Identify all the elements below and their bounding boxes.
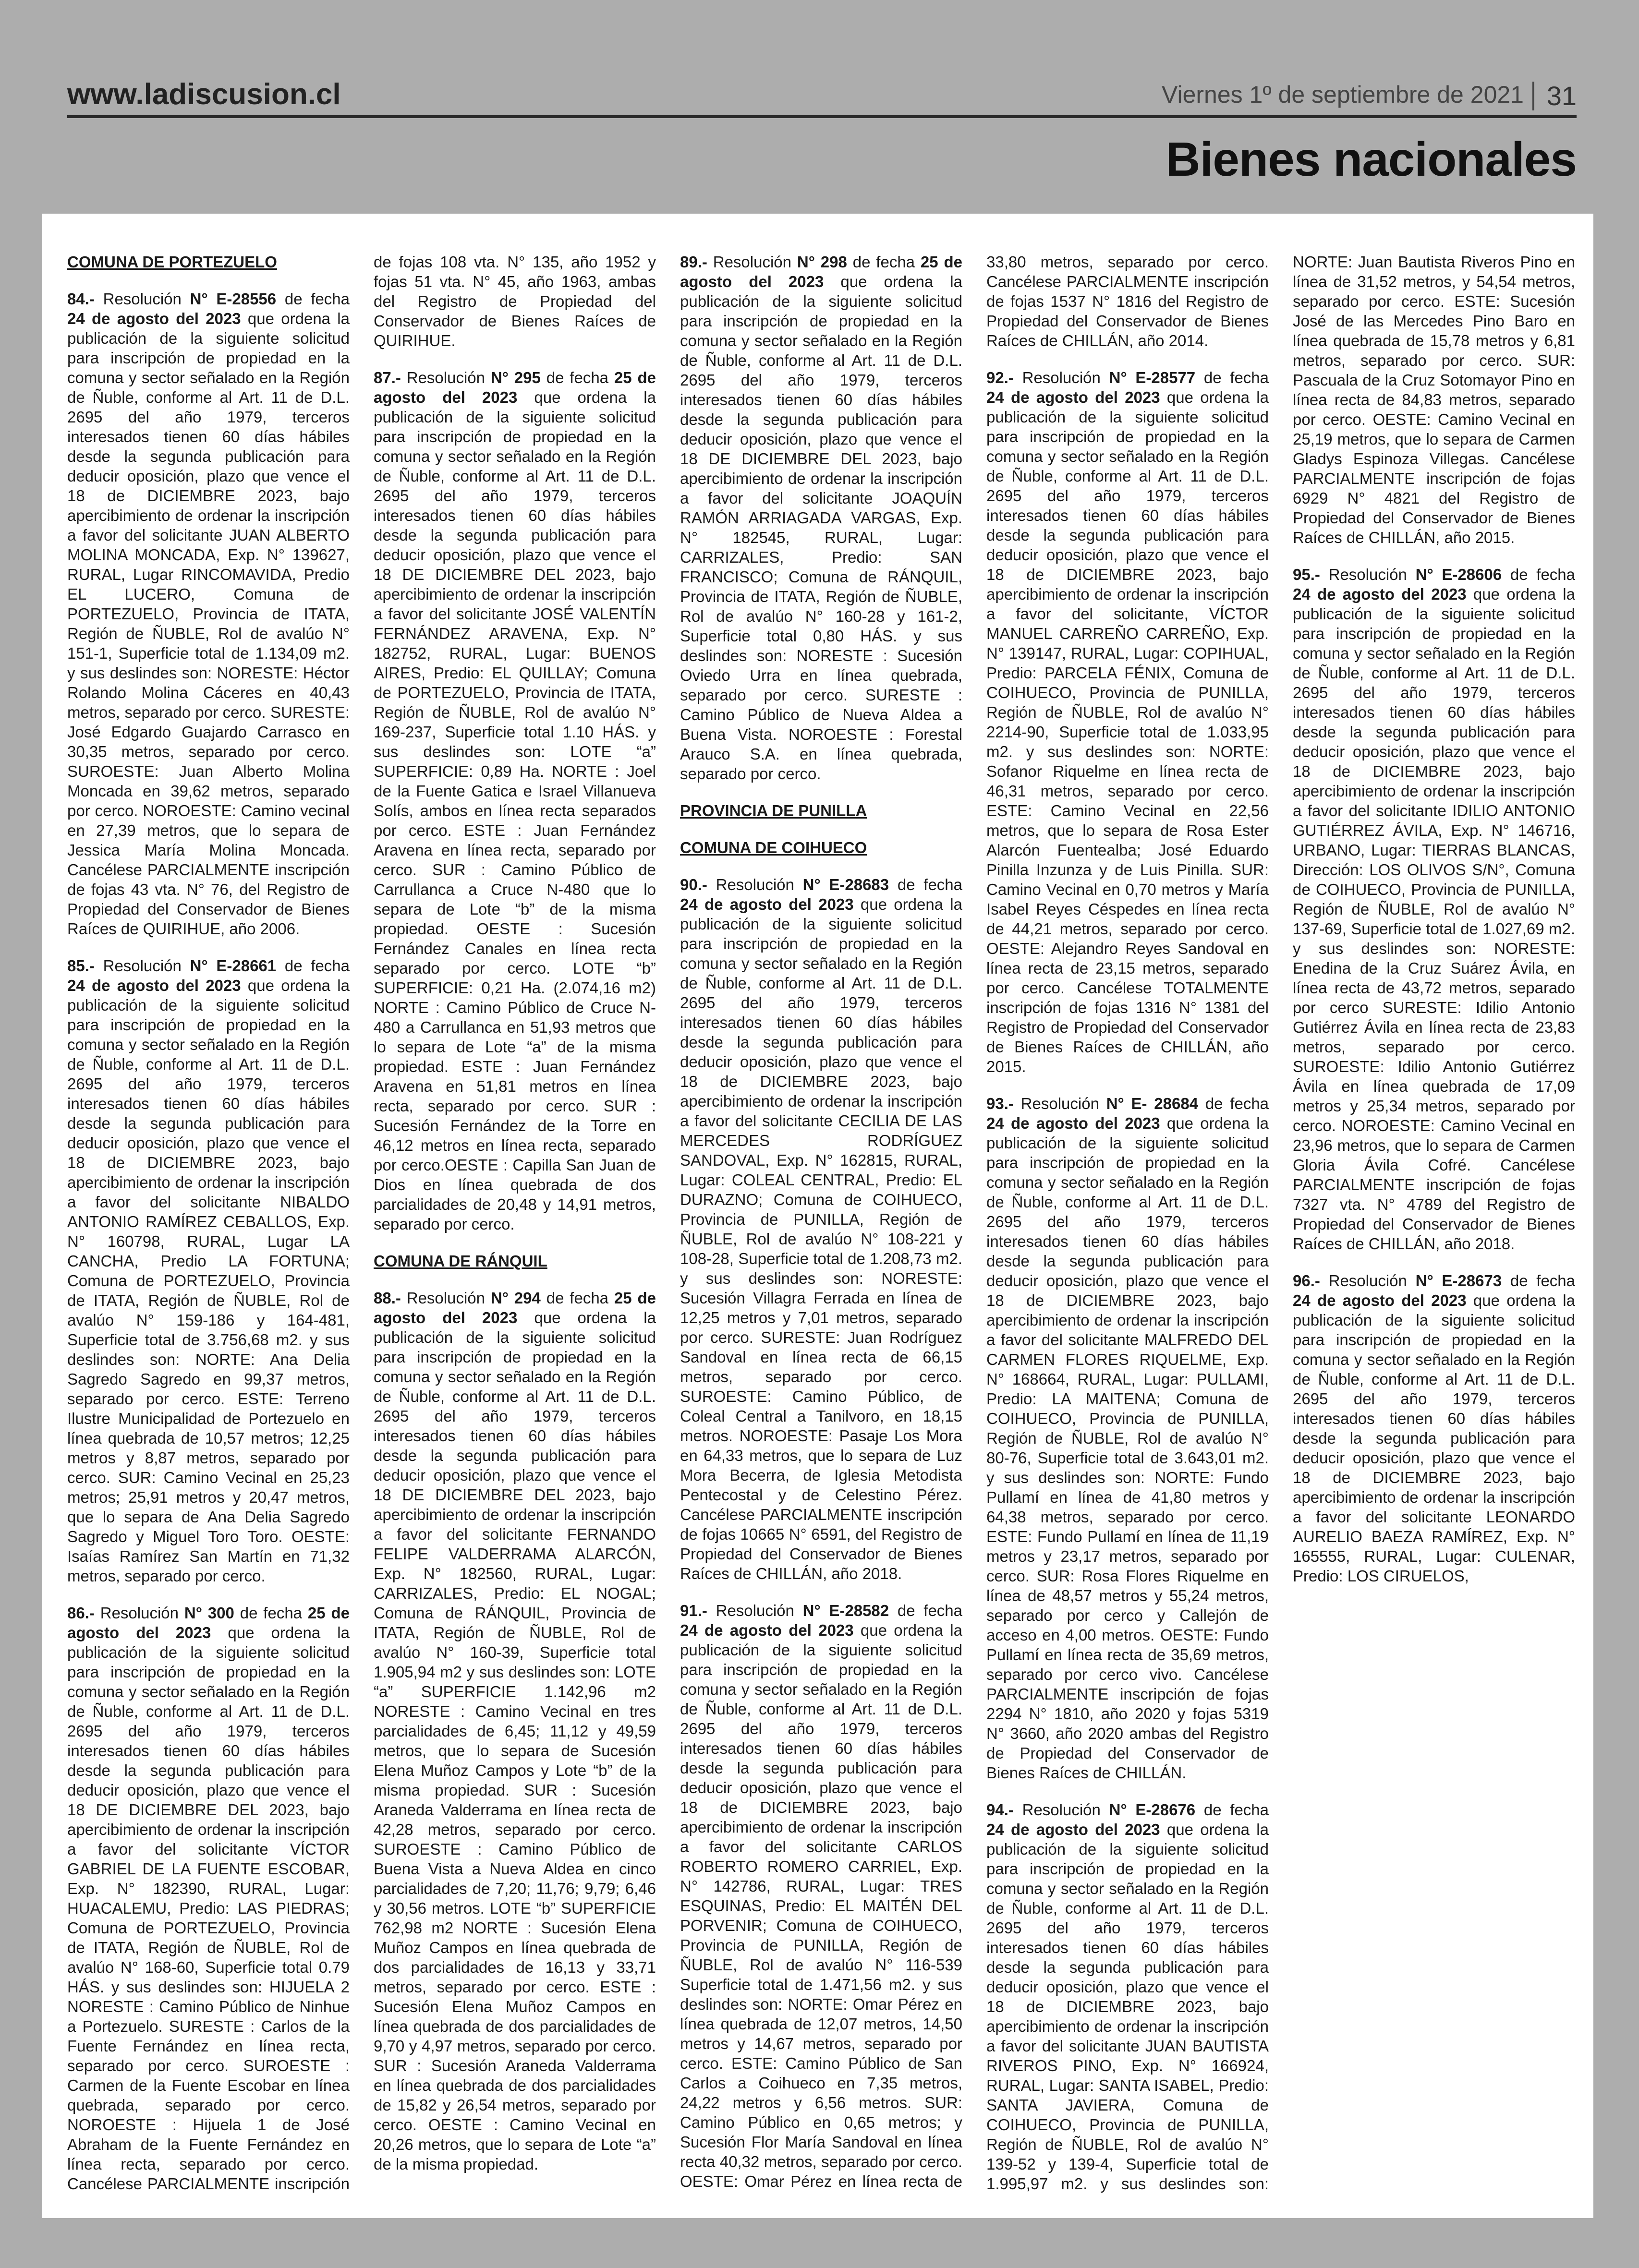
notice-lead: Resolución	[716, 876, 794, 893]
notice-body: que ordena la publicación de la siguiente solicitud para inscripción de propiedad en la comuna y sector señalado en la Región de Ñuble, conforme al Art. 11 de D.L. 2695 del año 1979, terceros interesados tienen 60 días hábiles desde la segunda publicación para deducir oposición, plazo que vence el 18 DE DICIEMBRE DEL 2023, bajo apercibimiento de ordenar la inscripción a favor del solicitante JOAQUÍN RAMÓN ARRIAGADA VARGAS, Exp. N° 182545, RURAL, Lugar: CARRIZALES, Predio: SAN FRANCISCO; Comuna de RÁNQUIL, Provincia de ITATA, Región de ÑUBLE, Rol de avalúo N° 160-28 y 161-2, Superficie total 0,80 HÁS. y sus deslindes son: NORESTE : Sucesión Oviedo Urra en línea quebrada, separado por cerco. SURESTE : Camino Público de Nueva Aldea a Buena Vista. NOROESTE : Forestal Arauco S.A. en línea quebrada, separado por cerco.	[680, 273, 962, 783]
notice-body: que ordena la publicación de la siguiente solicitud para inscripción de propiedad en la comuna y sector señalado en la Región de Ñuble, conforme al Art. 11 de D.L. 2695 del año 1979, terceros interesados tienen 60 días hábiles desde la segunda publicación para deducir oposición, plazo que vence el 18 de DICIEMBRE 2023, bajo apercibimiento de ordenar la inscripción a favor del solicitante MALFREDO DEL CARMEN FLORES RIQUELME, Exp. N° 168664, RURAL, Lugar: PULLAMI, Predio: LA MAITENA; Comuna de COIHUECO, Provincia de PUNILLA, Región de ÑUBLE, Rol de avalúo N° 80-76, Superficie total de 3.643,01 m2. y sus deslindes son: NORTE: Fundo Pullamí en línea de 41,80 metros y 64,38 metros, separado por cerco. ESTE: Fundo Pullamí en línea de 11,19 metros y 23,17 metros, separado por cerco. SUR: Rosa Flores Riquelme en línea de 48,57 metros y 55,24 metros, separado por cerco y Callejón de acceso en 4,00 metros. OESTE: Fundo Pullamí en línea recta de 35,69 metros, separado por cerco vivo. Cancélese PARCIALMENTE inscripción de fojas 2294 N° 1810, año 2020 y fojas 5319 N° 3660, año 2020 ambas del Registro de Propiedad del Conservador de Bienes Raíces de CHILLÁN.	[986, 1114, 1269, 1782]
notice-number: 87.-	[374, 369, 401, 386]
section-title: Bienes nacionales	[1166, 133, 1577, 186]
notice-number: 86.-	[67, 1604, 95, 1622]
notice-number: 88.-	[374, 1289, 401, 1307]
resolution-number: N° 300	[184, 1604, 234, 1622]
resolution-date: 24 de agosto del 2023	[1293, 585, 1467, 603]
notice-pre: de fecha	[897, 1602, 963, 1619]
resolution-number: N° E-28661	[190, 957, 277, 975]
notice-pre: de fecha	[897, 876, 963, 893]
resolution-date: 24 de agosto del 2023	[680, 1621, 854, 1639]
notice-item	[374, 1288, 656, 2174]
comuna-heading: COMUNA DE RÁNQUIL	[374, 1252, 547, 1270]
notice-body: que ordena la publicación de la siguiente solicitud para inscripción de propiedad en la comuna y sector señalado en la Región de Ñuble, conforme al Art. 11 de D.L. 2695 del año 1979, terceros interesados tienen 60 días hábiles desde la segunda publicación para deducir oposición, plazo que vence el 18 de DICIEMBRE 2023, bajo apercibimiento de ordenar la inscripción a favor del solicitante IDILIO ANTONIO GUTIÉRREZ ÁVILA, Exp. N° 146716, URBANO, Lugar: TIERRAS BLANCAS, Dirección: LOS OLIVOS S/N°, Comuna de COIHUECO, Provincia de PUNILLA, Región de ÑUBLE, Rol de avalúo N° 137-69, Superficie total de 1.027,69 m2. y sus deslindes son: NORESTE: Enedina de la Cruz Suárez Ávila, en línea recta de 43,72 metros, separado por cerco SURESTE: Idilio Antonio Gutiérrez Ávila en línea recta de 23,83 metros, separado por cerco. SUROESTE: Idilio Antonio Gutiérrez Ávila en línea quebrada de 17,09 metros y 25,34 metros, separado por cerco. NOROESTE: Camino Vecinal en 23,96 metros, que lo separa de Carmen Gloria Ávila Cofré. Cancélese PARCIALMENTE inscripción de fojas 7327 vta. N° 4789 del Registro de Propiedad del Conservador de Bienes Raíces de CHILLÁN, año 2018.	[1293, 585, 1575, 1253]
notice-item	[986, 1094, 1269, 1783]
notice-lead: Resolución	[103, 957, 182, 975]
resolution-number: N° 295	[490, 369, 541, 386]
resolution-date: 25 de agosto del 2023	[680, 253, 963, 290]
notice-lead: Resolución	[103, 290, 182, 308]
notice-body: que ordena la publicación de la siguiente solicitud para inscripción de propiedad en la comuna y sector señalado en la Región de Ñuble, conforme al Art. 11 de D.L. 2695 del año 1979, terceros interesados tienen 60 días hábiles desde la segunda publicación para deducir oposición, plazo que vence el 18 de DICIEMBRE 2023, bajo apercibimiento de ordenar la inscripción a favor del solicitante, VÍCTOR MANUEL CARREÑO CARREÑO, Exp. N° 139147, RURAL, Lugar: COPIHUAL, Predio: PARCELA FÉNIX, Comuna de COIHUECO, Provincia de PUNILLA, Región de ÑUBLE, Rol de avalúo N° 2214-90, Superficie total de 1.033,95 m2. y sus deslindes son: NORTE: Sofanor Riquelme en línea recta de 46,31 metros, separado por cerco. ESTE: Camino Vecinal en 22,56 metros, que lo separa de Rosa Ester Alarcón Fuentealba; José Eduardo Pinilla Inzunza y de Luis Pinilla. SUR: Camino Vecinal en 0,70 metros y María Isabel Reyes Céspedes en línea recta de 44,21 metros, separado por cerco. OESTE: Alejandro Reyes Sandoval en línea recta de 23,15 metros, separado por cerco. Cancélese TOTALMENTE inscripción de fojas 1316 N° 1381 del Registro de Propiedad del Conservador de Bienes Raíces de CHILLÁN, año 2015.	[986, 388, 1269, 1075]
notice-number: 94.-	[986, 1801, 1014, 1819]
notice-pre: de fecha	[284, 290, 350, 308]
header-rule	[67, 115, 1577, 118]
resolution-number: N° E-28606	[1415, 566, 1502, 583]
resolution-number: N° E-28676	[1109, 1801, 1196, 1819]
notice-item	[67, 956, 350, 1586]
notice-lead: Resolución	[1022, 1801, 1101, 1819]
resolution-date: 24 de agosto del 2023	[986, 388, 1160, 406]
notice-number: 92.-	[986, 369, 1014, 386]
notice-body: que ordena la publicación de la siguiente solicitud para inscripción de propiedad en la comuna y sector señalado en la Región de Ñuble, conforme al Art. 11 de D.L. 2695 del año 1979, terceros interesados tienen 60 días hábiles desde la segunda publicación para deducir oposición, plazo que vence el 18 de DICIEMBRE 2023, bajo apercibimiento de ordenar la inscripción a favor del solicitante JUAN ALBERTO MOLINA MONCADA, Exp. N° 139627, RURAL, Lugar RINCOMAVIDA, Predio EL LUCERO, Comuna de PORTEZUELO, Provincia de ITATA, Región de ÑUBLE, Rol de avalúo N° 151-1, Superficie total de 1.134,09 m2. y sus deslindes son: NORESTE: Héctor Rolando Molina Cáceres en 40,43 metros, separado por cerco. SURESTE: José Edgardo Guajardo Carrasco en 30,35 metros, separado por cerco. SUROESTE: Juan Alberto Molina Moncada en 39,62 metros, separado por cerco. NOROESTE: Camino vecinal en 27,39 metros, que lo separa de Jessica María Molina Moncada. Cancélese PARCIALMENTE inscripción de fojas 43 vta. N° 76, del Registro de Propiedad del Conservador de Bienes Raíces de QUIRIHUE, año 2006.	[67, 310, 350, 938]
notice-pre: de fecha	[284, 957, 350, 975]
resolution-number: N° E-28673	[1415, 1272, 1502, 1290]
notice-pre: de fecha	[1510, 566, 1576, 583]
notice-item	[1293, 1271, 1575, 1586]
notice-pre: de fecha	[240, 1604, 303, 1622]
notice-item	[680, 252, 962, 784]
notice-number: 96.-	[1293, 1272, 1320, 1290]
page-number: 31	[1546, 81, 1577, 111]
notice-lead: Resolución	[716, 1602, 794, 1619]
notice-pre: de fecha	[1510, 1272, 1576, 1290]
notice-pre: de fecha	[1203, 1801, 1269, 1819]
resolution-date: 24 de agosto del 2023	[67, 977, 241, 994]
resolution-date: 25 de agosto del 2023	[374, 1289, 656, 1327]
notice-lead: Resolución	[1328, 566, 1407, 583]
notice-item	[67, 289, 350, 939]
resolution-number: N° 298	[797, 253, 847, 271]
notice-number: 90.-	[680, 876, 707, 893]
notice-pre: de fecha	[1203, 369, 1269, 386]
notice-lead: Resolución	[713, 253, 792, 271]
notice-lead: Resolución	[100, 1604, 179, 1622]
notice-number: 91.-	[680, 1602, 707, 1619]
resolution-date: 25 de agosto del 2023	[374, 369, 656, 406]
resolution-number: N° E-28577	[1109, 369, 1196, 386]
notice-pre: de fecha	[852, 253, 915, 271]
notice-number: 84.-	[67, 290, 95, 308]
header-divider	[1532, 82, 1534, 110]
resolution-number: N° E-28683	[802, 876, 889, 893]
notice-item	[1293, 565, 1575, 1254]
resolution-number: N° E-28556	[190, 290, 277, 308]
notice-item	[986, 368, 1269, 1076]
site-url[interactable]: www.ladiscusion.cl	[67, 78, 341, 111]
issue-date: Viernes 1º de septiembre de 2021	[1162, 81, 1524, 108]
notice-number: 93.-	[986, 1095, 1014, 1112]
resolution-date: 24 de agosto del 2023	[680, 895, 854, 913]
notice-body: que ordena la publicación de la siguiente solicitud para inscripción de propiedad en la comuna y sector señalado en la Región de Ñuble, conforme al Art. 11 de D.L. 2695 del año 1979, terceros interesados tienen 60 días hábiles desde la segunda publicación para deducir oposición, plazo que vence el 18 de DICIEMBRE 2023, bajo apercibimiento de ordenar la inscripción a favor del solicitante CARLOS ROBERTO ROMERO CARRIEL, Exp. N° 142786, RURAL, Lugar: TRES ESQUINAS, Predio: EL MAITÉN DEL PORVENIR; Comuna de COIHUECO, Provincia de PUNILLA, Región de ÑUBLE, Rol de avalúo N° 116-539 Superficie total de 1.471,56 m2. y sus deslindes son: NORTE: Omar Pérez en línea quebrada de 12,07 metros, 14,50 metros y 14,67 metros, separado por cerco. ESTE: Camino Público de San Carlos a Coihueco en 7,35 metros, 24,22 metros y 6,56 metros. SUR: Camino Público en 0,65 metros; y Sucesión Flor María Sandoval en línea recta 40,32 metros, separado por cerco. OESTE: Omar Pérez en línea recta de 33,80 metros, separado por cerco. Cancélese PARCIALMENTE inscripción de fojas 1537 N° 1816 del Registro de Propiedad del Conservador de Bienes Raíces de CHILLÁN, año 2014.	[680, 253, 1269, 2190]
resolution-number: N° E- 28684	[1106, 1095, 1199, 1112]
page-header	[67, 72, 1577, 115]
notice-body: que ordena la publicación de la siguiente solicitud para inscripción de propiedad en la comuna y sector señalado en la Región de Ñuble, conforme al Art. 11 de D.L. 2695 del año 1979, terceros interesados tienen 60 días hábiles desde la segunda publicación para deducir oposición, plazo que vence el 18 DE DICIEMBRE DEL 2023, bajo apercibimiento de ordenar la inscripción a favor del solicitante VÍCTOR GABRIEL DE LA FUENTE ESCOBAR, Exp. N° 182390, RURAL, Lugar: HUACALEMU, Predio: LAS PIEDRAS; Comuna de PORTEZUELO, Provincia de ITATA, Región de ÑUBLE, Rol de avalúo N° 168-60, Superficie total 0.79 HÁS. y sus deslindes son: HIJUELA 2 NORESTE : Camino Público de Ninhue a Portezuelo. SURESTE : Carlos de la Fuente Fernández en línea recta, separado por cerco. SUROESTE : Carmen de la Fuente Escobar en línea quebrada, separado por cerco. NOROESTE : Hijuela 1 de José Abraham de la Fuente Fernández en línea recta, separado por cerco. Cancélese PARCIALMENTE inscripción de fojas 108 vta. N° 135, año 1952 y fojas 51 vta. N° 45, año 1963, ambas del Registro de Propiedad del Conservador de Bienes Raíces de QUIRIHUE.	[67, 253, 656, 2193]
notice-item	[374, 368, 656, 1234]
resolution-date: 25 de agosto del 2023	[67, 1604, 350, 1641]
notice-number: 95.-	[1293, 566, 1320, 583]
notice-pre: de fecha	[546, 1289, 609, 1307]
notice-lead: Resolución	[406, 1289, 486, 1307]
notice-body: que ordena la publicación de la siguiente solicitud para inscripción de propiedad en la comuna y sector señalado en la Región de Ñuble, conforme al Art. 11 de D.L. 2695 del año 1979, terceros interesados tienen 60 días hábiles desde la segunda publicación para deducir oposición, plazo que vence el 18 de DICIEMBRE 2023, bajo apercibimiento de ordenar la inscripción a favor del solicitante JUAN BAUTISTA RIVEROS PINO, Exp. N° 166924, RURAL, Lugar: SANTA ISABEL, Predio: SANTA JAVIERA, Comuna de COIHUECO, Provincia de PUNILLA, Región de ÑUBLE, Rol de avalúo N° 139-52 y 139-4, Superficie total de 1.995,97 m2. y sus deslindes son: NORTE: Juan Bautista Riveros Pino en línea de 31,52 metros, y 54,54 metros, separado por cerco. ESTE: Sucesión José de las Mercedes Pino Baro en línea quebrada de 15,78 metros y 6,81 metros, separado por cerco. SUR: Pascuala de la Cruz Sotomayor Pino en línea recta de 84,83 metros, separado por cerco. OESTE: Camino Vecinal en 25,19 metros, que lo separa de Carmen Gladys Espinoza Villegas. Cancélese PARCIALMENTE inscripción de fojas 6929 N° 4821 del Registro de Propiedad del Conservador de Bienes Raíces de CHILLÁN, año 2015.	[986, 253, 1575, 2193]
notices-columns	[67, 252, 1575, 2204]
notice-pre: de fecha	[546, 369, 609, 386]
resolution-date: 24 de agosto del 2023	[986, 1821, 1160, 1838]
notice-body: que ordena la publicación de la siguiente solicitud para inscripción de propiedad en la comuna y sector señalado en la Región de Ñuble, conforme al Art. 11 de D.L. 2695 del año 1979, terceros interesados tienen 60 días hábiles desde la segunda publicación para deducir oposición, plazo que vence el 18 DE DICIEMBRE DEL 2023, bajo apercibimiento de ordenar la inscripción a favor del solicitante FERNANDO FELIPE VALDERRAMA ALARCÓN, Exp. N° 182560, RURAL, Lugar: CARRIZALES, Predio: EL NOGAL; Comuna de RÁNQUIL, Provincia de ITATA, Región de ÑUBLE, Rol de avalúo N° 160-39, Superficie total 1.905,94 m2 y sus deslindes son: LOTE “a” SUPERFICIE 1.142,96 m2 NORESTE : Camino Vecinal en tres parcialidades de 6,45; 11,12 y 49,59 metros, que lo separa de Sucesión Elena Muñoz Campos y Lote “b” de la misma propiedad. SUR : Sucesión Araneda Valderrama en línea recta de 42,28 metros, separado por cerco. SUROESTE : Camino Público de Buena Vista a Nueva Aldea en cinco parcialidades de 7,20; 11,76; 9,79; 6,46 y 30,56 metros. LOTE “b” SUPERFICIE 762,98 m2 NORTE : Sucesión Elena Muñoz Campos en línea quebrada de dos parcialidades de 16,13 y 33,71 metros, separado por cerco. ESTE : Sucesión Elena Muñoz Campos en línea quebrada de dos parcialidades de 9,70 y 4,97 metros, separado por cerco. SUR : Sucesión Araneda Valderrama en línea quebrada de dos parcialidades de 15,82 y 26,54 metros, separado por cerco. OESTE : Camino Vecinal en 20,26 metros, que lo separa de Lote “a” de la misma propiedad.	[374, 1309, 656, 2173]
notice-lead: Resolución	[1022, 369, 1101, 386]
resolution-number: N° 294	[490, 1289, 541, 1307]
notice-lead: Resolución	[1020, 1095, 1099, 1112]
notice-pre: de fecha	[1205, 1095, 1269, 1112]
comuna-heading: COMUNA DE COIHUECO	[680, 839, 867, 857]
notice-body: que ordena la publicación de la siguiente solicitud para inscripción de propiedad en la comuna y sector señalado en la Región de Ñuble, conforme al Art. 11 de D.L. 2695 del año 1979, terceros interesados tienen 60 días hábiles desde la segunda publicación para deducir oposición, plazo que vence el 18 de DICIEMBRE 2023, bajo apercibimiento de ordenar la inscripción a favor del solicitante CECILIA DE LAS MERCEDES RODRÍGUEZ SANDOVAL, Exp. N° 162815, RURAL, Lugar: COLEAL CENTRAL, Predio: EL DURAZNO; Comuna de COIHUECO, Provincia de PUNILLA, Región de ÑUBLE, Rol de avalúo N° 108-221 y 108-28, Superficie total de 1.208,73 m2. y sus deslindes son: NORESTE: Sucesión Villagra Ferrada en línea de 12,25 metros y 7,01 metros, separado por cerco. SURESTE: Juan Rodríguez Sandoval en línea recta de 66,15 metros, separado por cerco. SUROESTE: Camino Público, de Coleal Central a Tanilvoro, en 18,15 metros. NOROESTE: Pasaje Los Mora en 64,33 metros, que lo separa de Luz Mora Becerra, de Iglesia Metodista Pentecostal y de Celestino Pérez. Cancélese PARCIALMENTE inscripción de fojas 10665 N° 6591, del Registro de Propiedad del Conservador de Bienes Raíces de CHILLÁN, año 2018.	[680, 895, 962, 1582]
resolution-date: 24 de agosto del 2023	[986, 1114, 1160, 1132]
notice-lead: Resolución	[406, 369, 486, 386]
comuna-heading: PROVINCIA DE PUNILLA	[680, 802, 867, 820]
notice-lead: Resolución	[1328, 1272, 1407, 1290]
resolution-number: N° E-28582	[802, 1602, 889, 1619]
notice-number: 89.-	[680, 253, 707, 271]
notice-body: que ordena la publicación de la siguiente solicitud para inscripción de propiedad en la comuna y sector señalado en la Región de Ñuble, conforme al Art. 11 de D.L. 2695 del año 1979, terceros interesados tienen 60 días hábiles desde la segunda publicación para deducir oposición, plazo que vence el 18 de DICIEMBRE 2023, bajo apercibimiento de ordenar la inscripción a favor del solicitante NIBALDO ANTONIO RAMÍREZ CEBALLOS, Exp. N° 160798, RURAL, Lugar LA CANCHA, Predio LA FORTUNA; Comuna de PORTEZUELO, Provincia de ITATA, Región de ÑUBLE, Rol de avalúo N° 159-186 y 164-481, Superficie total de 3.756,68 m2. y sus deslindes son: NORTE: Ana Delia Sagredo Sagredo en 99,37 metros, separado por cerco. ESTE: Terreno Ilustre Municipalidad de Portezuelo en línea quebrada de 10,57 metros; 12,25 metros y 8,87 metros, separado por cerco. SUR: Camino Vecinal en 25,23 metros; 25,91 metros y 20,47 metros, que lo separa de Ana Delia Sagredo Sagredo y Miguel Toro Toro. OESTE: Isaías Ramírez San Martín en 71,32 metros, separado por cerco.	[67, 977, 350, 1585]
notice-body: que ordena la publicación de la siguiente solicitud para inscripción de propiedad en la comuna y sector señalado en la Región de Ñuble, conforme al Art. 11 de D.L. 2695 del año 1979, terceros interesados tienen 60 días hábiles desde la segunda publicación para deducir oposición, plazo que vence el 18 DE DICIEMBRE DEL 2023, bajo apercibimiento de ordenar la inscripción a favor del solicitante JOSÉ VALENTÍN FERNÁNDEZ ARAVENA, Exp. N° 182752, RURAL, Lugar: BUENOS AIRES, Predio: EL QUILLAY; Comuna de PORTEZUELO, Provincia de ITATA, Región de ÑUBLE, Rol de avalúo N° 169-237, Superficie total 1.10 HÁS. y sus deslindes son: LOTE “a” SUPERFICIE: 0,89 Ha. NORTE : Joel de la Fuente Gatica e Israel Villanueva Solís, ambos en línea recta separados por cerco. ESTE : Juan Fernández Aravena en línea recta, separado por cerco. SUR : Camino Público de Carrullanca a Cruce N-480 que lo separa de Lote “b” de la misma propiedad. OESTE : Sucesión Fernández Canales en línea recta separado por cerco. LOTE “b” SUPERFICIE: 0,21 Ha. (2.074,16 m2) NORTE : Camino Público de Cruce N-480 a Carrullanca en 51,93 metros que lo separa de Lote “a” de la misma propiedad. ESTE : Juan Fernández Aravena en 51,81 metros en línea recta, separado por cerco. SUR : Sucesión Fernández de la Torre en 46,12 metros en línea recta, separado por cerco.OESTE : Capilla San Juan de Dios en línea quebrada de dos parcialidades de 20,48 y 14,91 metros, separado por cerco.	[374, 388, 656, 1233]
notice-number: 85.-	[67, 957, 95, 975]
notice-body: que ordena la publicación de la siguiente solicitud para inscripción de propiedad en la comuna y sector señalado en la Región de Ñuble, conforme al Art. 11 de D.L. 2695 del año 1979, terceros interesados tienen 60 días hábiles desde la segunda publicación para deducir oposición, plazo que vence el 18 de DICIEMBRE 2023, bajo apercibimiento de ordenar la inscripción a favor del solicitante LEONARDO AURELIO BAEZA RAMÍREZ, Exp. N° 165555, RURAL, Lugar: CULENAR, Predio: LOS CIRUELOS,	[1293, 1291, 1575, 1585]
notice-item	[680, 875, 962, 1583]
notices-panel	[42, 214, 1593, 2218]
resolution-date: 24 de agosto del 2023	[67, 310, 241, 327]
comuna-heading: COMUNA DE PORTEZUELO	[67, 253, 277, 271]
resolution-date: 24 de agosto del 2023	[1293, 1291, 1467, 1309]
